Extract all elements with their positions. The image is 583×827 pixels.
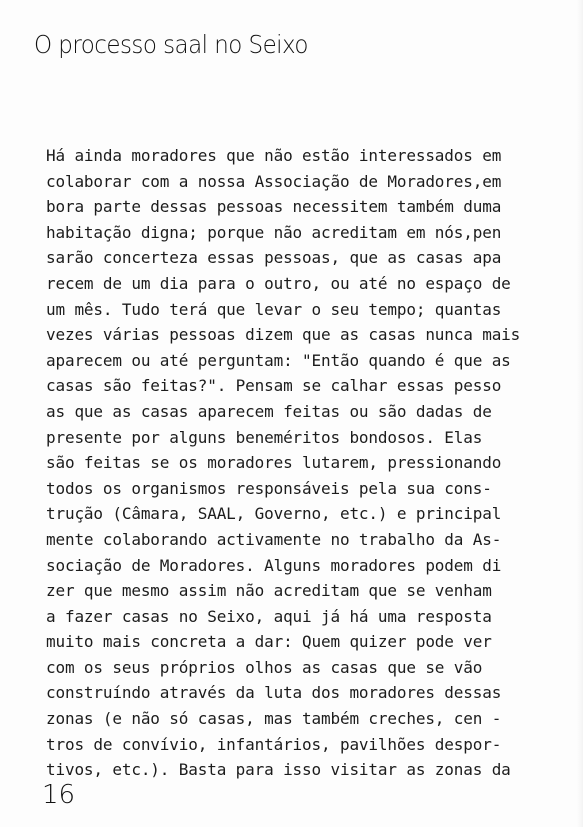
text-line: tros de convívio, infantários, pavilhões despor- — [46, 734, 502, 754]
text-line: todos os organismos responsáveis pela sua cons- — [46, 478, 492, 498]
text-line: presente por alguns beneméritos bondosos. Elas — [46, 427, 483, 447]
page-title: O processo saal no Seixo — [34, 30, 308, 59]
text-line: colaborar com a nossa Associação de Moradores,em — [46, 171, 502, 191]
text-line: sarão concerteza essas pessoas, que as casas apa — [46, 248, 502, 268]
text-line: bora parte dessas pessoas necessitem também duma — [46, 197, 502, 217]
text-line: trução (Câmara, SAAL, Governo, etc.) e principal — [46, 504, 502, 524]
text-line: zonas (e não só casas, mas também creches, cen - — [46, 709, 502, 729]
text-line: habitação digna; porque não acreditam em nós,pen — [46, 222, 502, 242]
text-line: sociação de Moradores. Alguns moradores podem di — [46, 555, 502, 575]
text-line: com os seus próprios olhos as casas que se vão — [46, 657, 483, 677]
text-line: tivos, etc.). Basta para isso visitar as zonas da — [46, 760, 511, 780]
text-line: recem de um dia para o outro, ou até no espaço de — [46, 273, 511, 293]
text-line: são feitas se os moradores lutarem, pressionando — [46, 453, 502, 473]
text-line: as que as casas aparecem feitas ou são dadas de — [46, 401, 492, 421]
text-line: muito mais concreta a dar: Quem quizer pode ver — [46, 632, 492, 652]
scan-edge-shadow — [577, 0, 583, 827]
page-number: 16 — [42, 780, 76, 810]
text-line: aparecem ou até perguntam: "Então quando é que as — [46, 350, 511, 370]
text-line: mente colaborando activamente no trabalho da As- — [46, 529, 502, 549]
text-line: vezes várias pessoas dizem que as casas nunca mais — [46, 325, 521, 345]
text-line: Há ainda moradores que não estão interessados em — [46, 146, 502, 165]
text-line: um mês. Tudo terá que levar o seu tempo; quantas — [46, 299, 502, 319]
text-line: zer que mesmo assim não acreditam que se venham — [46, 581, 492, 601]
text-line: a fazer casas no Seixo, aqui já há uma resposta — [46, 606, 492, 626]
body-paragraph — [46, 143, 556, 783]
text-line: casas são feitas?". Pensam se calhar essas pesso — [46, 376, 502, 396]
text-line: construíndo através da luta dos moradores dessas — [46, 683, 502, 703]
